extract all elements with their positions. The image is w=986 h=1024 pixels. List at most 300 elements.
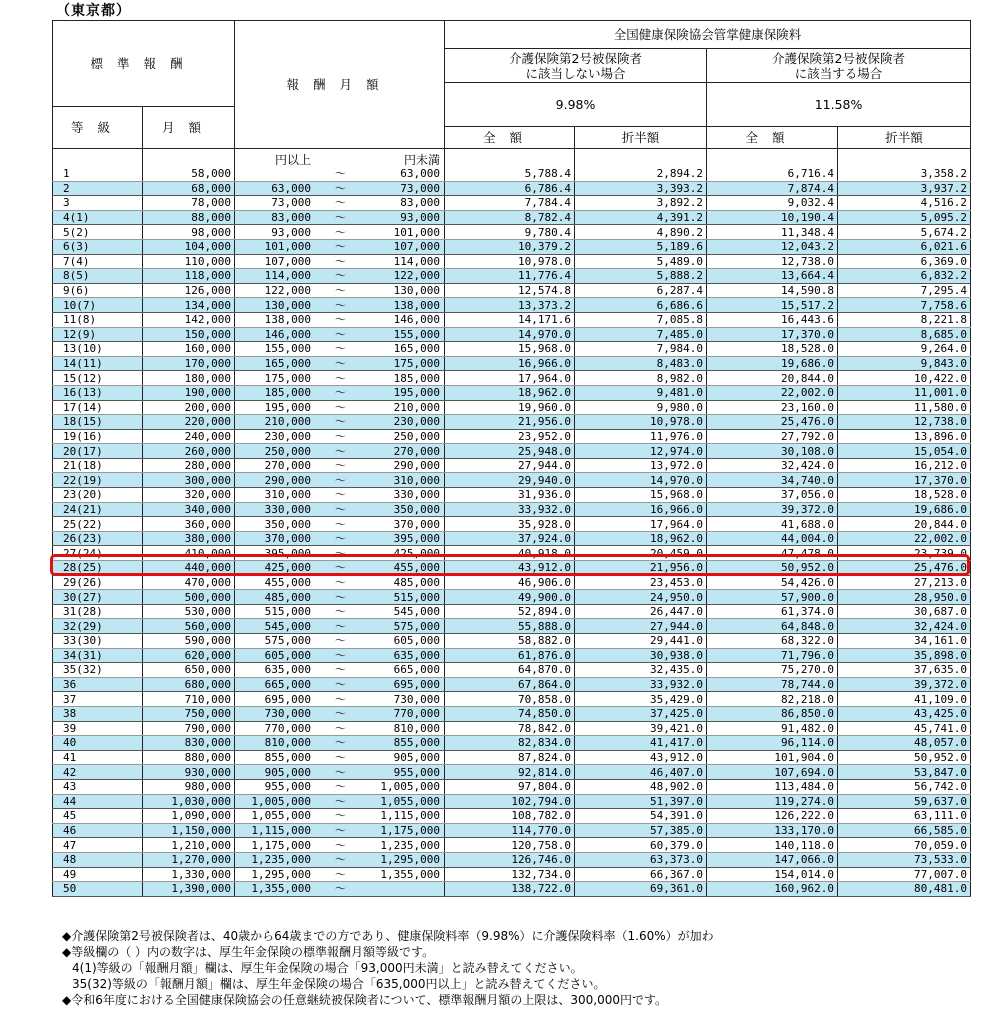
full-amount-header-1: 全額 [445, 127, 575, 149]
table-row [53, 415, 971, 430]
table-row [53, 196, 971, 211]
range-to: 165,000 [393, 342, 441, 356]
range-to: 1,055,000 [380, 794, 441, 808]
range-cell [235, 415, 445, 430]
range-from: 665,000 [264, 678, 312, 692]
range-to: 1,005,000 [380, 780, 441, 794]
range-from: 83,000 [271, 211, 312, 225]
half-amount-with-care: 16,212.0 [838, 458, 971, 473]
table-row [53, 473, 971, 488]
half-amount-no-care: 41,417.0 [575, 736, 707, 751]
table-row [53, 429, 971, 444]
range-tilde: ～ [335, 298, 347, 312]
range-cell [235, 794, 445, 809]
range-from: 195,000 [264, 400, 312, 414]
monthly-amount-cell: 78,000 [143, 196, 235, 211]
table-row [53, 648, 971, 663]
table-row [53, 531, 971, 546]
grade-header: 等級 [53, 107, 143, 149]
monthly-amount-cell: 980,000 [143, 779, 235, 794]
grade-cell: 18(15) [53, 415, 143, 430]
range-tilde: ～ [335, 619, 347, 633]
half-amount-with-care: 39,372.0 [838, 677, 971, 692]
half-amount-with-care: 53,847.0 [838, 765, 971, 780]
range-cell [235, 852, 445, 867]
half-amount-no-care: 32,435.0 [575, 663, 707, 678]
half-amount-no-care: 57,385.0 [575, 823, 707, 838]
full-amount-no-care: 6,786.4 [445, 181, 575, 196]
full-amount-with-care: 57,900.0 [707, 590, 838, 605]
rate-without-care: 9.98% [445, 83, 707, 127]
grade-cell: 7(4) [53, 254, 143, 269]
range-cell [235, 765, 445, 780]
half-amount-with-care: 13,896.0 [838, 429, 971, 444]
range-tilde: ～ [335, 517, 347, 531]
range-to: 195,000 [393, 386, 441, 400]
range-to: 1,235,000 [380, 838, 441, 852]
grade-cell: 32(29) [53, 619, 143, 634]
full-amount-no-care: 46,906.0 [445, 575, 575, 590]
half-amount-no-care: 5,189.6 [575, 239, 707, 254]
full-amount-with-care: 61,374.0 [707, 604, 838, 619]
full-amount-with-care: 119,274.0 [707, 794, 838, 809]
range-cell [235, 254, 445, 269]
range-tilde: ～ [335, 225, 347, 239]
range-tilde: ～ [335, 196, 347, 210]
full-amount-no-care: 138,722.0 [445, 882, 575, 897]
range-tilde: ～ [335, 211, 347, 225]
highlight-box [50, 554, 970, 576]
monthly-amount-cell: 1,030,000 [143, 794, 235, 809]
range-to: 1,175,000 [380, 824, 441, 838]
range-cell [235, 312, 445, 327]
monthly-amount-cell: 1,210,000 [143, 838, 235, 853]
range-tilde: ～ [335, 605, 347, 619]
grade-cell: 24(21) [53, 502, 143, 517]
grade-cell: 41 [53, 750, 143, 765]
half-amount-with-care: 48,057.0 [838, 736, 971, 751]
half-amount-no-care: 29,441.0 [575, 634, 707, 649]
table-row [53, 590, 971, 605]
range-from: 250,000 [264, 444, 312, 458]
table-row [53, 356, 971, 371]
monthly-amount-header: 月額 [143, 107, 235, 149]
full-amount-no-care: 37,924.0 [445, 531, 575, 546]
half-amount-with-care: 8,221.8 [838, 312, 971, 327]
range-cell [235, 458, 445, 473]
range-tilde: ～ [335, 634, 347, 648]
monthly-amount-cell: 104,000 [143, 239, 235, 254]
range-from: 1,055,000 [251, 809, 312, 823]
full-amount-no-care: 132,734.0 [445, 867, 575, 882]
half-amount-with-care: 37,635.0 [838, 663, 971, 678]
monthly-amount-cell: 930,000 [143, 765, 235, 780]
grade-cell: 30(27) [53, 590, 143, 605]
full-amount-with-care: 126,222.0 [707, 809, 838, 824]
table-row [53, 794, 971, 809]
grade-cell: 36 [53, 677, 143, 692]
grade-cell: 42 [53, 765, 143, 780]
notes [62, 928, 714, 1008]
grade-cell: 46 [53, 823, 143, 838]
note-5: ◆令和6年度における全国健康保険協会の任意継続被保険者について、標準報酬月額の上限は、300,000円です。 [62, 993, 668, 1007]
half-amount-with-care: 35,898.0 [838, 648, 971, 663]
range-tilde: ～ [335, 678, 347, 692]
monthly-amount-cell: 530,000 [143, 604, 235, 619]
half-amount-with-care: 56,742.0 [838, 779, 971, 794]
range-cell [235, 706, 445, 721]
table-row [53, 619, 971, 634]
monthly-amount-cell: 170,000 [143, 356, 235, 371]
table-row [53, 765, 971, 780]
range-cell [235, 882, 445, 897]
half-amount-with-care: 43,425.0 [838, 706, 971, 721]
range-cell [235, 750, 445, 765]
range-cell [235, 779, 445, 794]
range-tilde: ～ [335, 342, 347, 356]
range-tilde: ～ [335, 269, 347, 283]
range-to: 101,000 [393, 225, 441, 239]
half-amount-with-care: 25,476.0 [838, 561, 971, 576]
full-amount-no-care: 15,968.0 [445, 342, 575, 357]
range-from: 63,000 [271, 181, 312, 195]
half-amount-no-care: 15,968.0 [575, 488, 707, 503]
range-cell [235, 371, 445, 386]
table-row [53, 882, 971, 897]
half-amount-no-care: 37,425.0 [575, 706, 707, 721]
monthly-amount-cell: 134,000 [143, 298, 235, 313]
range-tilde: ～ [335, 313, 347, 327]
grade-cell: 28(25) [53, 561, 143, 576]
full-amount-with-care: 82,218.0 [707, 692, 838, 707]
note-1: ◆介護保険第2号被保険者は、40歳から64歳までの方であり、健康保険料率（9.98%）に介護保険料率（1.60%）が加わ [62, 929, 714, 943]
half-amount-with-care: 50,952.0 [838, 750, 971, 765]
full-amount-with-care: 96,114.0 [707, 736, 838, 751]
full-amount-with-care: 30,108.0 [707, 444, 838, 459]
range-tilde: ～ [335, 473, 347, 487]
range-from: 1,235,000 [251, 853, 312, 867]
half-amount-no-care: 13,972.0 [575, 458, 707, 473]
range-tilde: ～ [335, 240, 347, 254]
range-cell [235, 181, 445, 196]
half-amount-no-care: 3,393.2 [575, 181, 707, 196]
table-row [53, 298, 971, 313]
full-amount-with-care: 107,694.0 [707, 765, 838, 780]
half-amount-no-care: 48,902.0 [575, 779, 707, 794]
half-amount-no-care: 17,964.0 [575, 517, 707, 532]
range-to: 114,000 [393, 254, 441, 268]
range-cell [235, 327, 445, 342]
range-from: 425,000 [264, 561, 312, 575]
half-amount-no-care: 23,453.0 [575, 575, 707, 590]
table-row [53, 269, 971, 284]
grade-cell: 47 [53, 838, 143, 853]
range-from: 515,000 [264, 605, 312, 619]
half-amount-no-care: 33,932.0 [575, 677, 707, 692]
range-to: 770,000 [393, 707, 441, 721]
grade-cell: 9(6) [53, 283, 143, 298]
association-title: 全国健康保険協会管掌健康保険料 [445, 21, 971, 49]
full-amount-with-care: 23,160.0 [707, 400, 838, 415]
full-amount-with-care: 160,962.0 [707, 882, 838, 897]
range-from: 175,000 [264, 371, 312, 385]
range-from: 185,000 [264, 386, 312, 400]
full-amount-no-care: 43,912.0 [445, 561, 575, 576]
full-amount-with-care: 91,482.0 [707, 721, 838, 736]
full-amount-no-care: 10,978.0 [445, 254, 575, 269]
grade-cell: 22(19) [53, 473, 143, 488]
range-cell [235, 634, 445, 649]
grade-cell: 29(26) [53, 575, 143, 590]
grade-cell: 19(16) [53, 429, 143, 444]
range-from: 1,175,000 [251, 838, 312, 852]
range-cell [235, 517, 445, 532]
range-cell [235, 692, 445, 707]
range-to: 185,000 [393, 371, 441, 385]
full-amount-with-care: 37,056.0 [707, 488, 838, 503]
monthly-amount-cell: 410,000 [143, 546, 235, 561]
half-amount-with-care: 23,739.0 [838, 546, 971, 561]
grade-cell: 25(22) [53, 517, 143, 532]
grade-cell: 16(13) [53, 385, 143, 400]
range-to: 1,355,000 [380, 867, 441, 881]
half-amount-with-care: 3,937.2 [838, 181, 971, 196]
range-cell [235, 167, 445, 181]
monthly-range-header: 報酬月額 [235, 21, 445, 149]
table-row [53, 692, 971, 707]
range-tilde: ～ [335, 357, 347, 371]
range-from: 575,000 [264, 634, 312, 648]
monthly-amount-cell: 68,000 [143, 181, 235, 196]
range-cell [235, 867, 445, 882]
rate-with-care: 11.58% [707, 83, 971, 127]
monthly-amount-cell: 650,000 [143, 663, 235, 678]
range-from: 107,000 [264, 254, 312, 268]
full-amount-with-care: 12,738.0 [707, 254, 838, 269]
monthly-amount-cell: 440,000 [143, 561, 235, 576]
grade-cell: 27(24) [53, 546, 143, 561]
full-amount-no-care: 8,782.4 [445, 210, 575, 225]
half-amount-no-care: 11,976.0 [575, 429, 707, 444]
monthly-amount-cell: 1,090,000 [143, 809, 235, 824]
range-to: 395,000 [393, 532, 441, 546]
full-amount-no-care: 5,788.4 [445, 167, 575, 181]
half-amount-no-care: 16,966.0 [575, 502, 707, 517]
range-cell [235, 531, 445, 546]
full-amount-with-care: 19,686.0 [707, 356, 838, 371]
range-tilde: ～ [335, 853, 347, 867]
premium-table [52, 20, 971, 897]
full-amount-with-care: 44,004.0 [707, 531, 838, 546]
table-row [53, 838, 971, 853]
full-amount-no-care: 120,758.0 [445, 838, 575, 853]
half-amount-with-care: 34,161.0 [838, 634, 971, 649]
half-amount-with-care: 73,533.0 [838, 852, 971, 867]
half-amount-no-care: 8,982.0 [575, 371, 707, 386]
table-row [53, 779, 971, 794]
range-cell [235, 298, 445, 313]
full-amount-no-care: 12,574.8 [445, 283, 575, 298]
range-cell [235, 342, 445, 357]
monthly-amount-cell: 1,150,000 [143, 823, 235, 838]
table-row [53, 400, 971, 415]
grade-cell: 34(31) [53, 648, 143, 663]
range-cell [235, 400, 445, 415]
monthly-amount-cell: 830,000 [143, 736, 235, 751]
range-from: 810,000 [264, 736, 312, 750]
half-amount-with-care: 17,370.0 [838, 473, 971, 488]
full-amount-no-care: 97,804.0 [445, 779, 575, 794]
full-amount-with-care: 140,118.0 [707, 838, 838, 853]
full-amount-no-care: 17,964.0 [445, 371, 575, 386]
half-amount-header-1: 折半額 [575, 127, 707, 149]
table-row [53, 283, 971, 298]
range-to: 425,000 [393, 546, 441, 560]
range-from: 905,000 [264, 765, 312, 779]
table-row [53, 210, 971, 225]
range-to: 290,000 [393, 459, 441, 473]
table-row [53, 488, 971, 503]
half-amount-with-care: 45,741.0 [838, 721, 971, 736]
range-to: 1,115,000 [380, 809, 441, 823]
monthly-amount-cell: 560,000 [143, 619, 235, 634]
monthly-amount-cell: 160,000 [143, 342, 235, 357]
range-from: 270,000 [264, 459, 312, 473]
half-amount-with-care: 6,369.0 [838, 254, 971, 269]
full-amount-no-care: 25,948.0 [445, 444, 575, 459]
range-to: 545,000 [393, 605, 441, 619]
full-amount-no-care: 16,966.0 [445, 356, 575, 371]
range-from: 114,000 [264, 269, 312, 283]
full-amount-no-care: 33,932.0 [445, 502, 575, 517]
monthly-amount-cell: 360,000 [143, 517, 235, 532]
table-row [53, 517, 971, 532]
range-tilde: ～ [335, 459, 347, 473]
half-amount-with-care: 9,843.0 [838, 356, 971, 371]
half-amount-no-care: 5,489.0 [575, 254, 707, 269]
full-amount-no-care: 64,870.0 [445, 663, 575, 678]
range-to: 138,000 [393, 298, 441, 312]
range-tilde: ～ [335, 371, 347, 385]
half-amount-with-care: 19,686.0 [838, 502, 971, 517]
table-row [53, 181, 971, 196]
grade-cell: 12(9) [53, 327, 143, 342]
not-applicable-header: 介護保険第2号被保険者 に該当しない場合 [445, 49, 707, 83]
range-from [239, 167, 311, 180]
full-amount-with-care: 34,740.0 [707, 473, 838, 488]
monthly-amount-cell: 1,390,000 [143, 882, 235, 897]
half-amount-with-care: 15,054.0 [838, 444, 971, 459]
range-to: 1,295,000 [380, 853, 441, 867]
range-tilde: ～ [335, 721, 347, 735]
monthly-amount-cell: 110,000 [143, 254, 235, 269]
full-amount-no-care: 78,842.0 [445, 721, 575, 736]
range-to: 155,000 [393, 327, 441, 341]
range-cell [235, 239, 445, 254]
full-amount-with-care: 41,688.0 [707, 517, 838, 532]
grade-cell: 10(7) [53, 298, 143, 313]
range-from: 290,000 [264, 473, 312, 487]
grade-cell: 48 [53, 852, 143, 867]
range-to: 330,000 [393, 488, 441, 502]
full-amount-no-care: 10,379.2 [445, 239, 575, 254]
half-amount-with-care: 8,685.0 [838, 327, 971, 342]
range-tilde: ～ [335, 284, 347, 298]
range-tilde: ～ [335, 167, 347, 181]
half-amount-with-care: 6,832.2 [838, 269, 971, 284]
monthly-amount-cell: 1,270,000 [143, 852, 235, 867]
grade-cell: 13(10) [53, 342, 143, 357]
monthly-amount-cell: 220,000 [143, 415, 235, 430]
range-to: 175,000 [393, 357, 441, 371]
full-amount-with-care: 86,850.0 [707, 706, 838, 721]
half-amount-with-care: 3,358.2 [838, 167, 971, 181]
full-amount-with-care: 147,066.0 [707, 852, 838, 867]
half-amount-no-care: 4,391.2 [575, 210, 707, 225]
full-amount-no-care: 49,900.0 [445, 590, 575, 605]
range-from: 1,115,000 [251, 824, 312, 838]
half-amount-with-care: 12,738.0 [838, 415, 971, 430]
monthly-amount-cell: 58,000 [143, 167, 235, 181]
half-amount-with-care: 18,528.0 [838, 488, 971, 503]
range-tilde: ～ [335, 254, 347, 268]
grade-cell: 4(1) [53, 210, 143, 225]
full-amount-with-care: 47,478.0 [707, 546, 838, 561]
range-tilde: ～ [335, 181, 347, 195]
range-to: 122,000 [393, 269, 441, 283]
note-3: 4(1)等級の「報酬月額」欄は、厚生年金保険の場合「93,000円未満」と読み替えてください。 [72, 961, 583, 975]
full-amount-no-care: 14,171.6 [445, 312, 575, 327]
half-amount-no-care: 20,459.0 [575, 546, 707, 561]
full-amount-no-care: 102,794.0 [445, 794, 575, 809]
range-to: 350,000 [393, 502, 441, 516]
range-from: 210,000 [264, 415, 312, 429]
monthly-amount-cell: 620,000 [143, 648, 235, 663]
grade-cell: 23(20) [53, 488, 143, 503]
monthly-amount-cell: 240,000 [143, 429, 235, 444]
range-from: 395,000 [264, 546, 312, 560]
half-amount-with-care: 22,002.0 [838, 531, 971, 546]
half-amount-no-care: 24,950.0 [575, 590, 707, 605]
half-amount-no-care: 46,407.0 [575, 765, 707, 780]
table-row [53, 721, 971, 736]
grade-cell: 8(5) [53, 269, 143, 284]
monthly-amount-cell: 710,000 [143, 692, 235, 707]
grade-cell: 5(2) [53, 225, 143, 240]
range-from: 605,000 [264, 648, 312, 662]
full-amount-no-care: 7,784.4 [445, 196, 575, 211]
grade-cell: 45 [53, 809, 143, 824]
full-amount-no-care: 40,918.0 [445, 546, 575, 561]
full-amount-with-care: 68,322.0 [707, 634, 838, 649]
range-from: 101,000 [264, 240, 312, 254]
full-amount-no-care: 35,928.0 [445, 517, 575, 532]
half-amount-no-care: 6,287.4 [575, 283, 707, 298]
range-from: 770,000 [264, 721, 312, 735]
half-amount-no-care: 60,379.0 [575, 838, 707, 853]
full-amount-with-care: 50,952.0 [707, 561, 838, 576]
range-tilde: ～ [335, 867, 347, 881]
range-to: 635,000 [393, 648, 441, 662]
range-from: 93,000 [271, 225, 312, 239]
range-cell [235, 823, 445, 838]
range-tilde: ～ [335, 590, 347, 604]
half-amount-with-care: 70,059.0 [838, 838, 971, 853]
range-from: 73,000 [271, 196, 312, 210]
full-amount-no-care: 52,894.0 [445, 604, 575, 619]
half-amount-with-care: 63,111.0 [838, 809, 971, 824]
monthly-amount-cell: 118,000 [143, 269, 235, 284]
